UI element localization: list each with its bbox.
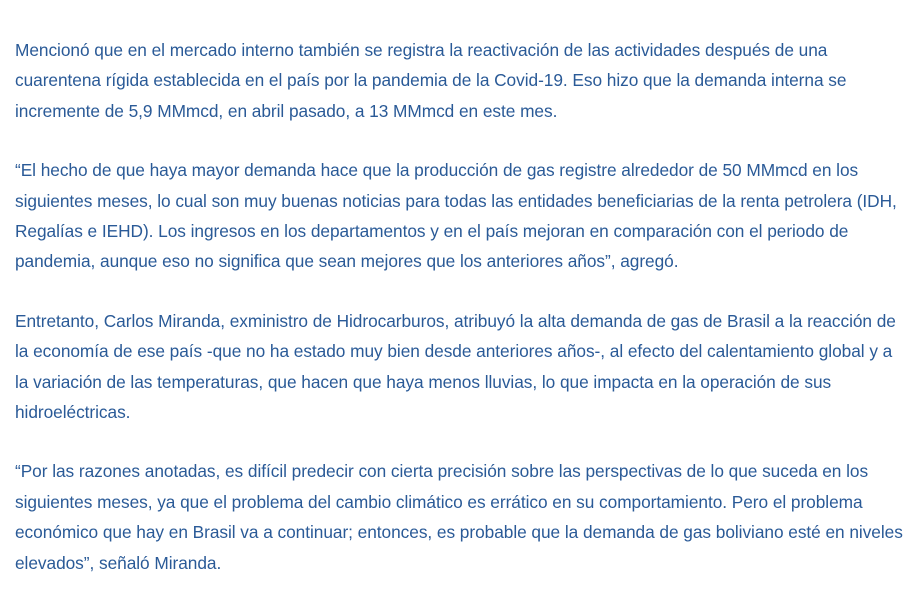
paragraph-miranda-brazil: Entretanto, Carlos Miranda, exministro de Hidrocarburos, atribuyó la alta demanda de gas de Brasil a la reacción de la economía de ese país -que no ha estado muy bien desde anteriores años-, al efecto del calentamiento global y a la variación de las temperaturas, que hacen que haya menos lluvias, lo que impacta en la operación de sus hidroeléctricas. bbox=[15, 310, 896, 423]
paragraph-miranda-quote: “Por las razones anotadas, es difícil predecir con cierta precisión sobre las perspectivas de lo que suceda en los siguientes meses, ya que el problema del cambio climático es errático en su comportamiento. Pero el problema económico que hay en Brasil va a continuar; entonces, es probable que la demanda de gas boliviano esté en niveles elevados”, señaló Miranda. bbox=[15, 461, 903, 573]
paragraph-domestic-demand: Mencionó que en el mercado interno también se registra la reactivación de las actividades después de una cuarentena rígida establecida en el país por la pandemia de la Covid-19. Eso hizo que la demanda interna se incremente de 5,9 MMmcd, en abril pasado, a 13 MMmcd en este mes. bbox=[15, 40, 847, 121]
paragraph-production-quote: “El hecho de que haya mayor demanda hace que la producción de gas registre alrededor de 50 MMmcd en los siguientes meses, lo cual son muy buenas noticias para todas las entidades beneficiarias de la renta petrolera (IDH, Regalías e IEHD). Los ingresos en los departamentos y en el país mejoran en comparación con el periodo de pandemia, aunque eso no significa que sean mejores que los anteriores años”, agregó. bbox=[15, 160, 897, 272]
